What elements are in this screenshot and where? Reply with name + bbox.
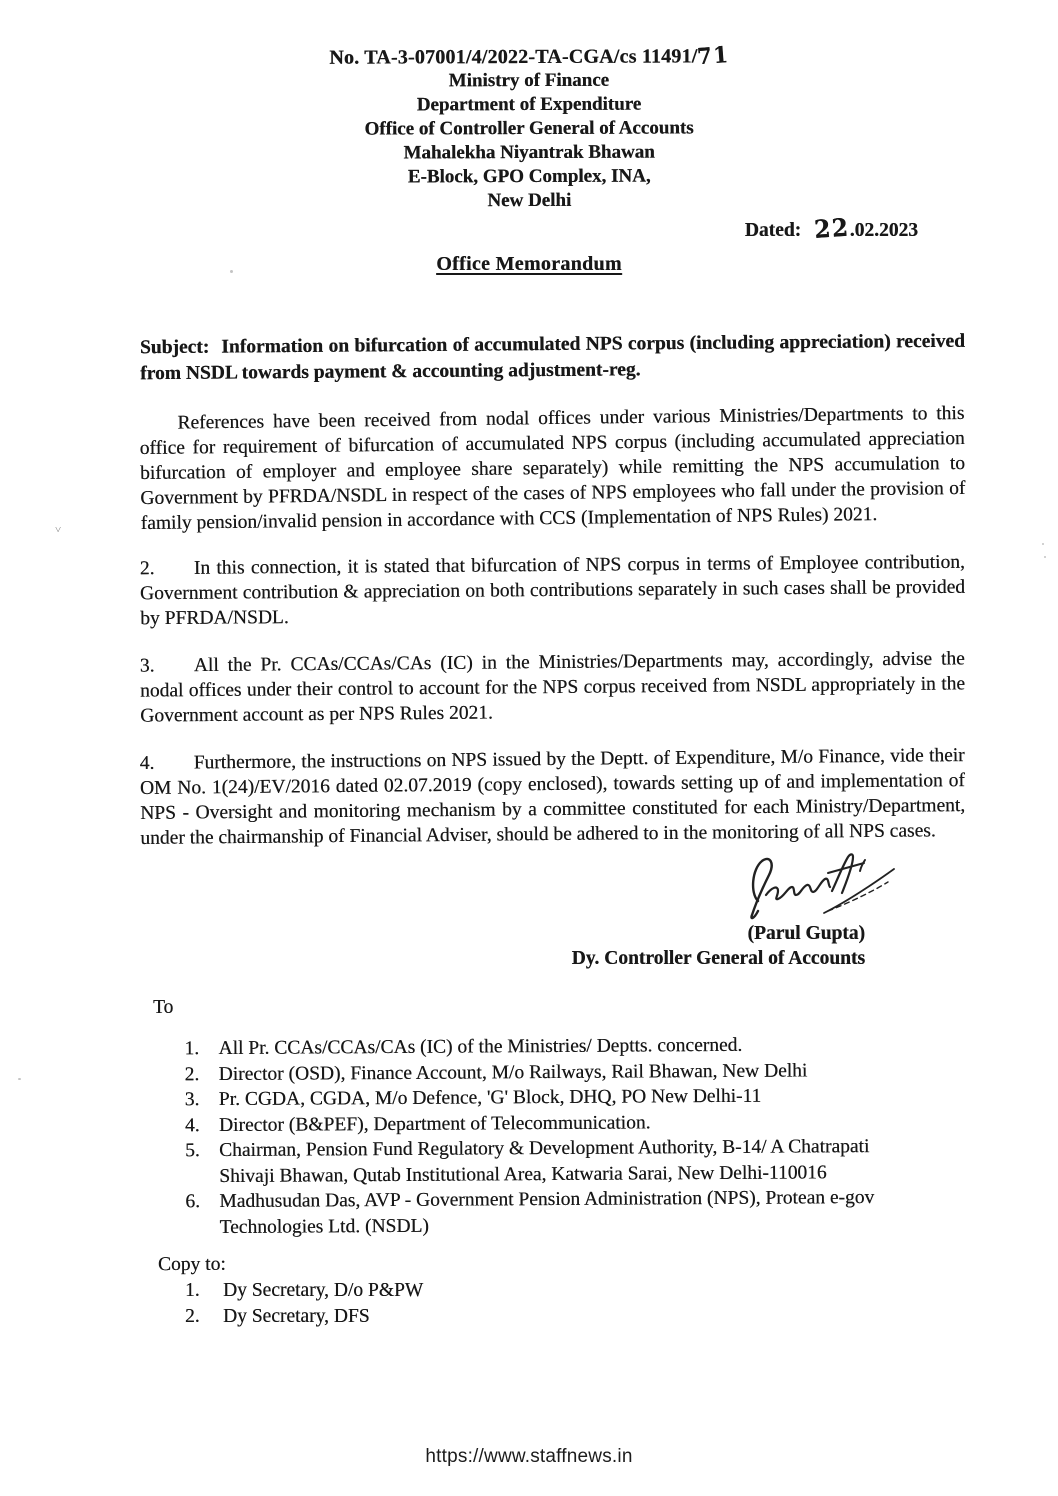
letterhead [0, 42, 1058, 215]
scan-speck: ˅ [55, 524, 62, 536]
addressee-item-number: 1. [184, 1038, 200, 1060]
signature-block [140, 849, 965, 971]
addressee-item-text: Chairman, Pension Fund Regulatory & Development Authority, B-14/ A Chatrapati Shivaji Bhawan, Qutab Institutional Area, Katwaria Sarai, New Delhi-110016 [219, 1136, 870, 1187]
paragraph-3-text: All the Pr. CCAs/CCAs/CAs (IC) in the Ministries/Departments may, accordingly, advise the nodal offices under their control to account for the NPS corpus received from NSDL appropriately in the Government account as per NPS Rules 2021. [139, 648, 966, 727]
addressee-item-text: Director (B&PEF), Department of Telecommunication. [218, 1111, 651, 1136]
date-rest: .02.2023 [849, 220, 918, 241]
org-line-city: New Delhi [487, 189, 572, 212]
paragraph-2-text: In this connection, it is stated that bifurcation of NPS corpus in terms of Employee contribution, Government contribution & appreciation on both contributions separately in such cases shall be provided by PFRDA/NSDL. [139, 551, 966, 630]
addressee-item-text: All Pr. CCAs/CCAs/CAs (IC) of the Ministries/ Deptts. concerned. [218, 1034, 743, 1060]
memo-title: Office Memorandum [436, 253, 622, 275]
subject-text: Information on bifurcation of accumulated NPS corpus (including appreciation) received from NSDL towards payment & accounting adjustment-reg. [140, 330, 965, 385]
addressee-item-text: Madhusudan Das, AVP - Government Pension Administration (NPS), Protean e-gov Technologies Ltd. (NSDL) [219, 1187, 875, 1238]
date-label: Dated: [744, 220, 802, 241]
signatory-name: (Parul Gupta) [747, 923, 865, 944]
addressee-item-number: 4. [184, 1114, 200, 1136]
watermark-url: https://www.staffnews.in [425, 1446, 633, 1467]
addressee-item [185, 1184, 965, 1240]
copy-to-label: Copy to: [157, 1253, 226, 1276]
addressee-item-number: 3. [184, 1089, 200, 1111]
scan-speck [1044, 556, 1046, 558]
addressee-item-text: Director (OSD), Finance Account, M/o Railways, Rail Bhawan, New Delhi [218, 1059, 808, 1085]
copy-to-item [185, 1278, 965, 1304]
addressee-item [185, 1133, 965, 1189]
reference-number [0, 42, 1058, 71]
org-line-address: E-Block, GPO Complex, INA, [407, 165, 651, 188]
copy-to-item-number: 2. [185, 1305, 200, 1327]
scan-speck [18, 1078, 21, 1080]
addressee-list [139, 1031, 965, 1240]
org-line-department: Department of Expenditure [416, 93, 642, 116]
scan-speck [1042, 543, 1044, 545]
copy-to-list [140, 1278, 965, 1329]
scan-speck [230, 270, 233, 273]
paragraph-1: References have been received from nodal offices under various Ministries/Departments to this office for requirement of bifurcation of accumulated NPS corpus (including accumulated appreciation bifurcation of employer and employee share separately) while remitting the NPS accumulation to Government by PFRDA/NSDL in respect of the cases of NPS employees who fall under the provision of family pension/invalid pension in accordance with CCS (Implementation of NPS Rules) 2021. [139, 402, 966, 535]
copy-to-item-number: 1. [185, 1280, 200, 1301]
paragraph-3 [140, 646, 966, 728]
date-day-handwritten: 22 [813, 213, 851, 245]
addressee-item-number: 6. [185, 1191, 201, 1213]
addressee-item-text: Pr. CGDA, CGDA, M/o Defence, 'G' Block, DHQ, PO New Delhi-11 [218, 1085, 762, 1111]
date-line [0, 213, 1058, 245]
paragraph-4-text: Furthermore, the instructions on NPS issued by the Deptt. of Expenditure, M/o Finance, vide their OM No. 1(24)/EV/2016 dated 02.07.2019 (copy enclosed), towards setting up of and implementation of NPS - Oversight and monitoring mechanism by a committee constituted for each Ministry/Department, under the chairmanship of Financial Adviser, should be adhered to in the monitoring of all NPS cases. [139, 745, 966, 849]
paragraph-2 [140, 550, 966, 631]
signature-scribble-icon [728, 849, 903, 921]
paragraph-2-number: 2. [139, 558, 155, 580]
signatory-designation: Dy. Controller General of Accounts [571, 948, 865, 969]
org-line-building: Mahalekha Niyantrak Bhawan [403, 141, 655, 164]
copy-to-item [185, 1304, 965, 1330]
copy-to-item-text: Dy Secretary, D/o P&PW [223, 1280, 424, 1301]
paragraph-4-number: 4. [139, 752, 155, 774]
org-line-office: Office of Controller General of Accounts [364, 117, 694, 140]
reference-number-handwritten: 71 [695, 40, 730, 70]
copy-to-item-text: Dy Secretary, DFS [223, 1305, 370, 1327]
paragraph-4 [140, 743, 966, 851]
org-line-ministry: Ministry of Finance [448, 69, 610, 92]
subject-line [140, 329, 965, 387]
addressee-item-number: 2. [184, 1063, 200, 1085]
paragraph-3-number: 3. [139, 655, 155, 677]
to-label: To [153, 997, 174, 1018]
addressee-item-number: 5. [185, 1140, 200, 1162]
reference-number-typed: No. TA-3-07001/4/2022-TA-CGA/cs 11491/ [329, 45, 698, 69]
memo-body [0, 332, 1058, 1329]
subject-label: Subject: [139, 336, 210, 359]
